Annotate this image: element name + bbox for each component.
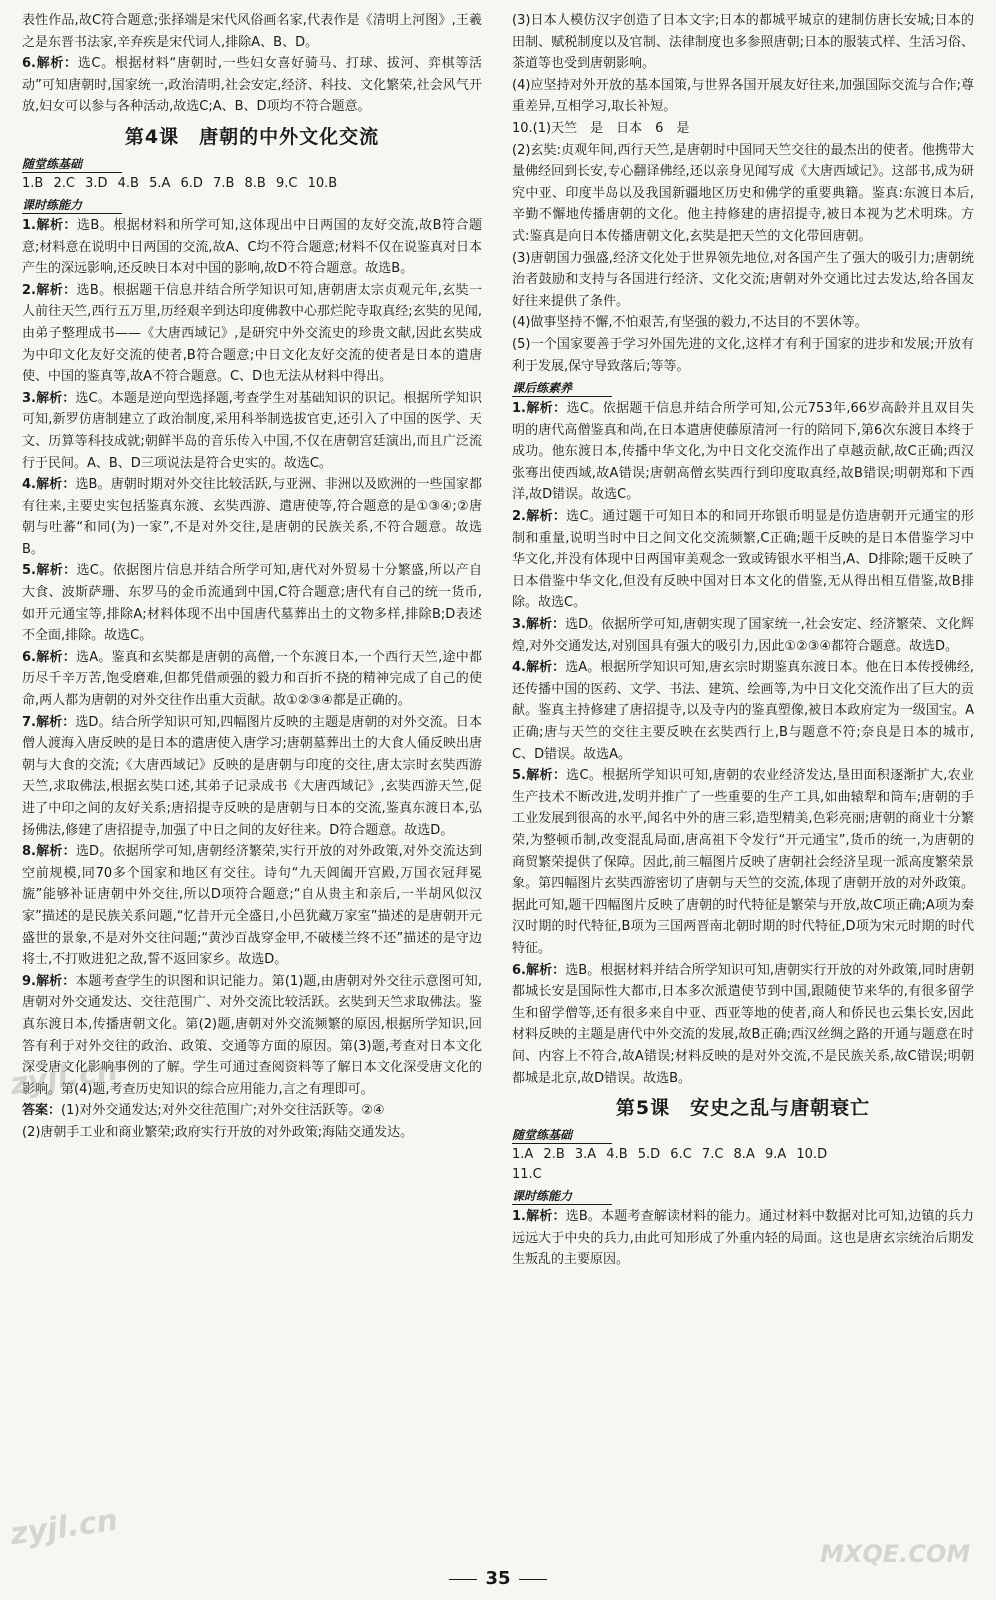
section-heading-row [22,194,482,215]
answer-text: (2)玄奘:贞观年间,西行天竺,是唐朝时中国同天竺交往的最杰出的使者。他携带大量佛经回到长安,专心翻译佛经,还以亲身见闻写成《大唐西域记》。这部书,成为研究中亚、印度半岛以及我国新疆地区历史和佛学的重要典籍。鉴真:东渡日本后,辛勤不懈地传播唐朝的文化。他主持修建的唐招提寺,被日本视为艺术明珠。方式:鉴真是向日本传播唐朝文化,玄奘是把天竺的文化带回唐朝。 [512,142,974,244]
answer-paragraph [512,765,974,959]
answer-label: 9.解析： [22,973,76,989]
answer-text: (3)日本人模仿汉字创造了日本文字;日本的都城平城京的建制仿唐长安城;日本的田制、赋税制度以及官制、法律制度也多参照唐朝;日本的服装式样、生活习俗、茶道等也受到唐朝影响。 [512,13,974,72]
answer-label: 4.解析： [22,477,76,493]
watermark: MXQE.COM [820,1540,971,1568]
section-heading: 课时练能力 [22,196,122,214]
answer-paragraph [512,248,974,313]
left-column [22,10,482,1144]
answer-text: (4)应坚持对外开放的基本国策,与世界各国开展友好往来,加强国际交流与合作;尊重差异,互相学习,取长补短。 [512,77,974,115]
answer-text: 本题考查学生的识图和识记能力。第(1)题,由唐朝对外交往示意图可知,唐朝对外交通发达、交往范围广、对外交流比较活跃。玄奘到天竺求取佛法。鉴真东渡日本,传播唐朝文化。第(2)题,唐朝对外交流频繁的原因,根据所学知识,回答有利于对外交往的政治、政策、交通等方面的原因。第(3)题,考查对日本文化深受唐文化影响事例的了解。学生可通过查阅资料等了解日本文化深受唐文化的影响。第(4)题,考查历史知识的综合应用能力,言之有理即可。 [22,973,483,1097]
answer-text: 选D。依据所学可知,唐朝经济繁荣,实行开放的对外政策,对外交流达到空前规模,同70多个国家和地区有交往。诗句“九天阊阖开宫殿,万国衣冠拜冕旒”能够补证唐朝中外交往,所以D项符合题意;“自从贵主和亲后,一半胡风似汉家”描述的是民族关系问题,“忆昔开元全盛日,小邑犹藏万家室”描述的是唐朝开元盛世的景象,不是对外交往问题;“黄沙百战穿金甲,不破楼兰终不还”描述的是守边将士,不打败进犯之敌,誓不返回家乡。故选D。 [22,844,482,968]
answer-text: (3)唐朝国力强盛,经济文化处于世界领先地位,对各国产生了强大的吸引力;唐朝统治者鼓励和支持与各国进行经济、文化交流;唐朝对外交通比过去发达,给各国友好往来提供了条件。 [512,250,974,309]
answer-label: 6.解析： [22,56,78,72]
lesson-title: 第5课 安史之乱与唐朝衰亡 [615,1097,871,1120]
answer-paragraph [512,1206,974,1271]
answer-paragraph [22,841,482,971]
answer-text: 选D。依据所学可知,唐朝实现了国家统一,社会安定、经济繁荣、文化辉煌,对外交通发达,对别国具有强大的吸引力,因此①②③④都符合题意。故选D。 [512,617,975,654]
page-number-dash-left [449,1579,477,1580]
answer-text: 选B。根据材料并结合所学知识可知,唐朝实行开放的对外政策,同时唐朝都城长安是国际性大都市,日本多次派遣使节到中国,跟随使节来华的,有很多留学生和留学僧等,还有很多来自中亚、西亚等地的使者,商人和侨民也云集长安,因此材料反映的主题是唐代中外交流的发展,故B正确;西汉丝绸之路的开通与题意在时间、内容上不符合,故A错误;材料反映的是对外交流,不是民族关系,故C错误;明朝都城是北京,故D错误。故选B。 [512,962,974,1086]
section-heading-row [22,153,482,174]
answer-text: 选C。依据图片信息并结合所学可知,唐代对外贸易十分繁盛,所以产自大食、波斯萨珊、东罗马的金币流通到中国,C符合题意;唐代有自己的统一货币,如开元通宝等,排除A;材料体现不出中国唐代墓葬出土的文物多样,排除B;D表述不全面,排除。故选C。 [22,563,483,644]
answer-paragraph [512,140,974,248]
answer-text: 选C。依据题干信息并结合所学可知,公元753年,66岁高龄并且双目失明的唐代高僧鉴真和尚,在日本遣唐使藤原清河一行的陪同下,第6次东渡日本终于成功。他东渡日本,传播中华文化,为中日文化交流作出了卓越贡献,故C正确;西汉张骞出使西域,故A错误;唐朝高僧玄奘西行到印度取真经,故B错误;明朝郑和下西洋,故D错误。故选C。 [512,401,975,503]
section-heading-row [512,377,974,398]
answer-label: 4.解析： [512,660,566,676]
answer-label: 3.解析： [22,390,76,406]
answer-label: 1.解析： [22,217,77,233]
page-number-dash-right [519,1579,547,1580]
watermark: zyjl.cn [8,1052,121,1103]
answer-text: (4)做事坚持不懈,不怕艰苦,有坚强的毅力,不达目的不罢休等。 [512,315,868,331]
answer-text: 选B。本题考查解读材料的能力。通过材料中数据对比可知,边镇的兵力远远大于中央的兵力,由此可知形成了外重内轻的局面。这也是唐玄宗统治后期发生叛乱的主要原因。 [512,1209,974,1268]
answer-text: 选A。鉴真和玄奘都是唐朝的高僧,一个东渡日本,一个西行天竺,途中都历尽千辛万苦,饱受磨难,但都凭借顽强的毅力和百折不挠的精神完成了自己的使命,两人都为唐朝的对外交往作出重大贡献。故①②③④都是正确的。 [22,649,482,709]
answer-label: 1.解析： [512,401,567,417]
page-number-text: 35 [485,1568,511,1589]
answer-paragraph [512,75,974,118]
answer-key-row: 1.B 2.C 3.D 4.B 5.A 6.D 7.B 8.B 9.C 10.B [22,175,338,191]
answer-text: 选B。唐朝时期对外交往比较活跃,与亚洲、非洲以及欧洲的一些国家都有往来,主要史实包括鉴真东渡、玄奘西游、遣唐使等,符合题意的是①③④;②唐朝与吐蕃“和同(为)一家”,不是对外交往,是唐朝的民族关系,不符合题意。故选B。 [22,477,482,557]
answer-label: 5.解析： [22,563,77,579]
answer-label: 3.解析： [512,617,566,633]
answer-paragraph [22,53,482,118]
answer-paragraph [22,560,482,646]
answer-paragraph [512,614,974,657]
answer-paragraph [22,474,482,560]
section-heading-row [512,1185,974,1206]
answer-paragraph [22,215,482,280]
answer-text: 选C。根据材料“唐朝时,一些妇女喜好骑马、打球、拔河、弈棋等活动”可知唐朝时,国家统一,政治清明,社会安定,经济、科技、文化繁荣,社会风气开放,妇女可以参与各种活动,故选C;A、B、D项均不符合题意。 [22,56,482,115]
answer-text: 选B。根据题干信息并结合所学知识可知,唐朝唐太宗贞观元年,玄奘一人前往天竺,西行五万里,历经艰辛到达印度佛教中心那烂陀寺取真经;玄奘的见闻,由弟子整理成书——《大唐西域记》,是研究中外交流史的珍贵文献,因此玄奘成为中印文化友好交流的使者,B符合题意;中日文化友好交流的使者是日本的遣唐使、中国的鉴真等,故A不符合题意。C、D也无法从材料中得出。 [22,282,482,385]
answer-text: 选C。根据所学知识可知,唐朝的农业经济发达,垦田面积逐渐扩大,农业生产技术不断改进,发明并推广了一些重要的生产工具,如曲辕犁和筒车;唐朝的手工业发展到很高的水平,闻名中外的唐三彩,造型精美,色彩亮丽;唐朝的商业十分繁荣,为整顿币制,改变混乱局面,唐高祖下令发行“开元通宝”,货币的统一,为唐朝的商贸繁荣提供了保障。因此,前三幅图片反映了唐朝社会经济呈现一派高度繁荣景象。第四幅图片玄奘西游密切了唐朝与天竺的交流,体现了唐朝开放的对外政策。据此可知,题干四幅图片反映了唐朝的时代特征是繁荣与开放,故C项正确;A项为秦汉时期的时代特征,B项为三国两晋南北朝时期的时代特征,D项为宋元时期的时代特征。 [512,768,974,956]
answer-paragraph [22,647,482,712]
answer-label: 答案： [22,1103,62,1119]
answer-label: 2.解析： [512,509,567,525]
answer-paragraph [22,280,482,388]
answer-paragraph [22,10,482,53]
watermark: zyjl.cn [8,1502,121,1553]
answer-text: 选D。结合所学知识可知,四幅图片反映的主题是唐朝的对外交流。日本僧人渡海入唐反映的是日本的遣唐使入唐学习;唐朝墓葬出土的大食人俑反映出唐朝与大食的交流;《大唐西域记》反映的是唐朝与印度的交往,唐太宗时玄奘西游天竺,求取佛法,根据玄奘口述,其弟子记录成书《大唐西域记》,玄奘西游天竺,促进了中印之间的友好关系;唐招提寺反映的是唐朝与日本的交流,鉴真东渡日本,弘扬佛法,修建了唐招提寺,加强了中日之间的友好往来。D符合题意。故选D。 [22,714,482,838]
answer-paragraph [22,712,482,842]
answer-paragraph [22,1100,482,1122]
answer-paragraph [512,960,974,1090]
right-column [512,10,974,1271]
answer-paragraph [512,312,974,334]
answer-label: 6.解析： [22,649,76,665]
section-heading: 随堂练基础 [22,155,122,173]
answer-paragraph [512,398,974,506]
answer-paragraph [512,118,974,140]
section-heading: 随堂练基础 [512,1126,612,1144]
answer-text: 选C。本题是逆向型选择题,考查学生对基础知识的识记。根据所学知识可知,新罗仿唐制建立了政治制度,采用科举制选拔官吏,还引入了中国的医学、天文、历算等科技成就;朝鲜半岛的音乐传入中国,不仅在唐朝宫廷演出,而且广泛流行于民间。A、B、D三项说法是符合史实的。故选C。 [22,390,482,471]
answer-paragraph [512,334,974,377]
answer-text: (2)唐朝手工业和商业繁荣;政府实行开放的对外政策;海陆交通发达。 [22,1124,414,1140]
section-heading-row [512,1124,974,1145]
answer-key-row: 11.C [512,1167,542,1183]
answer-label: 1.解析： [512,1209,566,1225]
answer-text: 10.(1)天竺 是 日本 6 是 [512,120,690,136]
answer-key-row: 1.A 2.B 3.A 4.B 5.D 6.C 7.C 8.A 9.A 10.D [512,1147,828,1163]
answer-label: 5.解析： [512,768,567,784]
section-heading: 课时练能力 [512,1187,612,1205]
page-number [0,1568,996,1589]
answer-text: (1)对外交通发达;对外交往范围广;对外交往活跃等。②④ [61,1103,385,1119]
answer-text: 选C。通过题干可知日本的和同开珎银币明显是仿造唐朝开元通宝的形制和重量,说明当时中日之间文化交流频繁,C正确;题干反映的是日本借鉴学习中华文化,并没有体现中日两国审美观念一致或铸银水平相当,A、D排除;题干反映了日本借鉴中华文化,但没有反映中国对日本文化的借鉴,无从得出相互借鉴,故B排除。故选C。 [512,509,975,611]
answer-text: 表性作品,故C符合题意;张择端是宋代风俗画名家,代表作是《清明上河图》,王羲之是东晋书法家,辛弃疾是宋代词人,排除A、B、D。 [22,13,482,50]
answer-label: 8.解析： [22,844,76,860]
answer-text: 选B。根据材料和所学可知,这体现出中日两国的友好交流,故B符合题意;材料意在说明中日两国的交流,故A、C均不符合题意;材料不仅在说鉴真对日本产生的深远影响,还反映日本对中国的影响,故D不符合题意。故选B。 [22,217,482,277]
section-heading: 课后练素养 [512,379,612,397]
answer-paragraph [22,1122,482,1144]
answer-text: (5)一个国家要善于学习外国先进的文化,这样才有利于国家的进步和发展;开放有利于发展,保守导致落后;等等。 [512,336,974,374]
answer-label: 6.解析： [512,962,566,978]
answer-paragraph [512,10,974,75]
answer-label: 7.解析： [22,714,76,730]
answer-paragraph [22,388,482,474]
lesson-title: 第4课 唐朝的中外文化交流 [124,125,380,148]
answer-text: 选A。根据所学知识可知,唐玄宗时期鉴真东渡日本。他在日本传授佛经,还传播中国的医药、文学、书法、建筑、绘画等,为中日文化交流作出了巨大的贡献。鉴真主持修建了唐招提寺,以及寺内的鉴真塑像,被日本政府定为一级国宝。A正确;唐与天竺的交往主要反映在玄奘西行上,B与题意不符;奈良是日本的城市,C、D错误。故选A。 [512,660,975,762]
answer-paragraph [512,657,974,765]
answer-paragraph [512,506,974,614]
answer-label: 2.解析： [22,282,77,298]
